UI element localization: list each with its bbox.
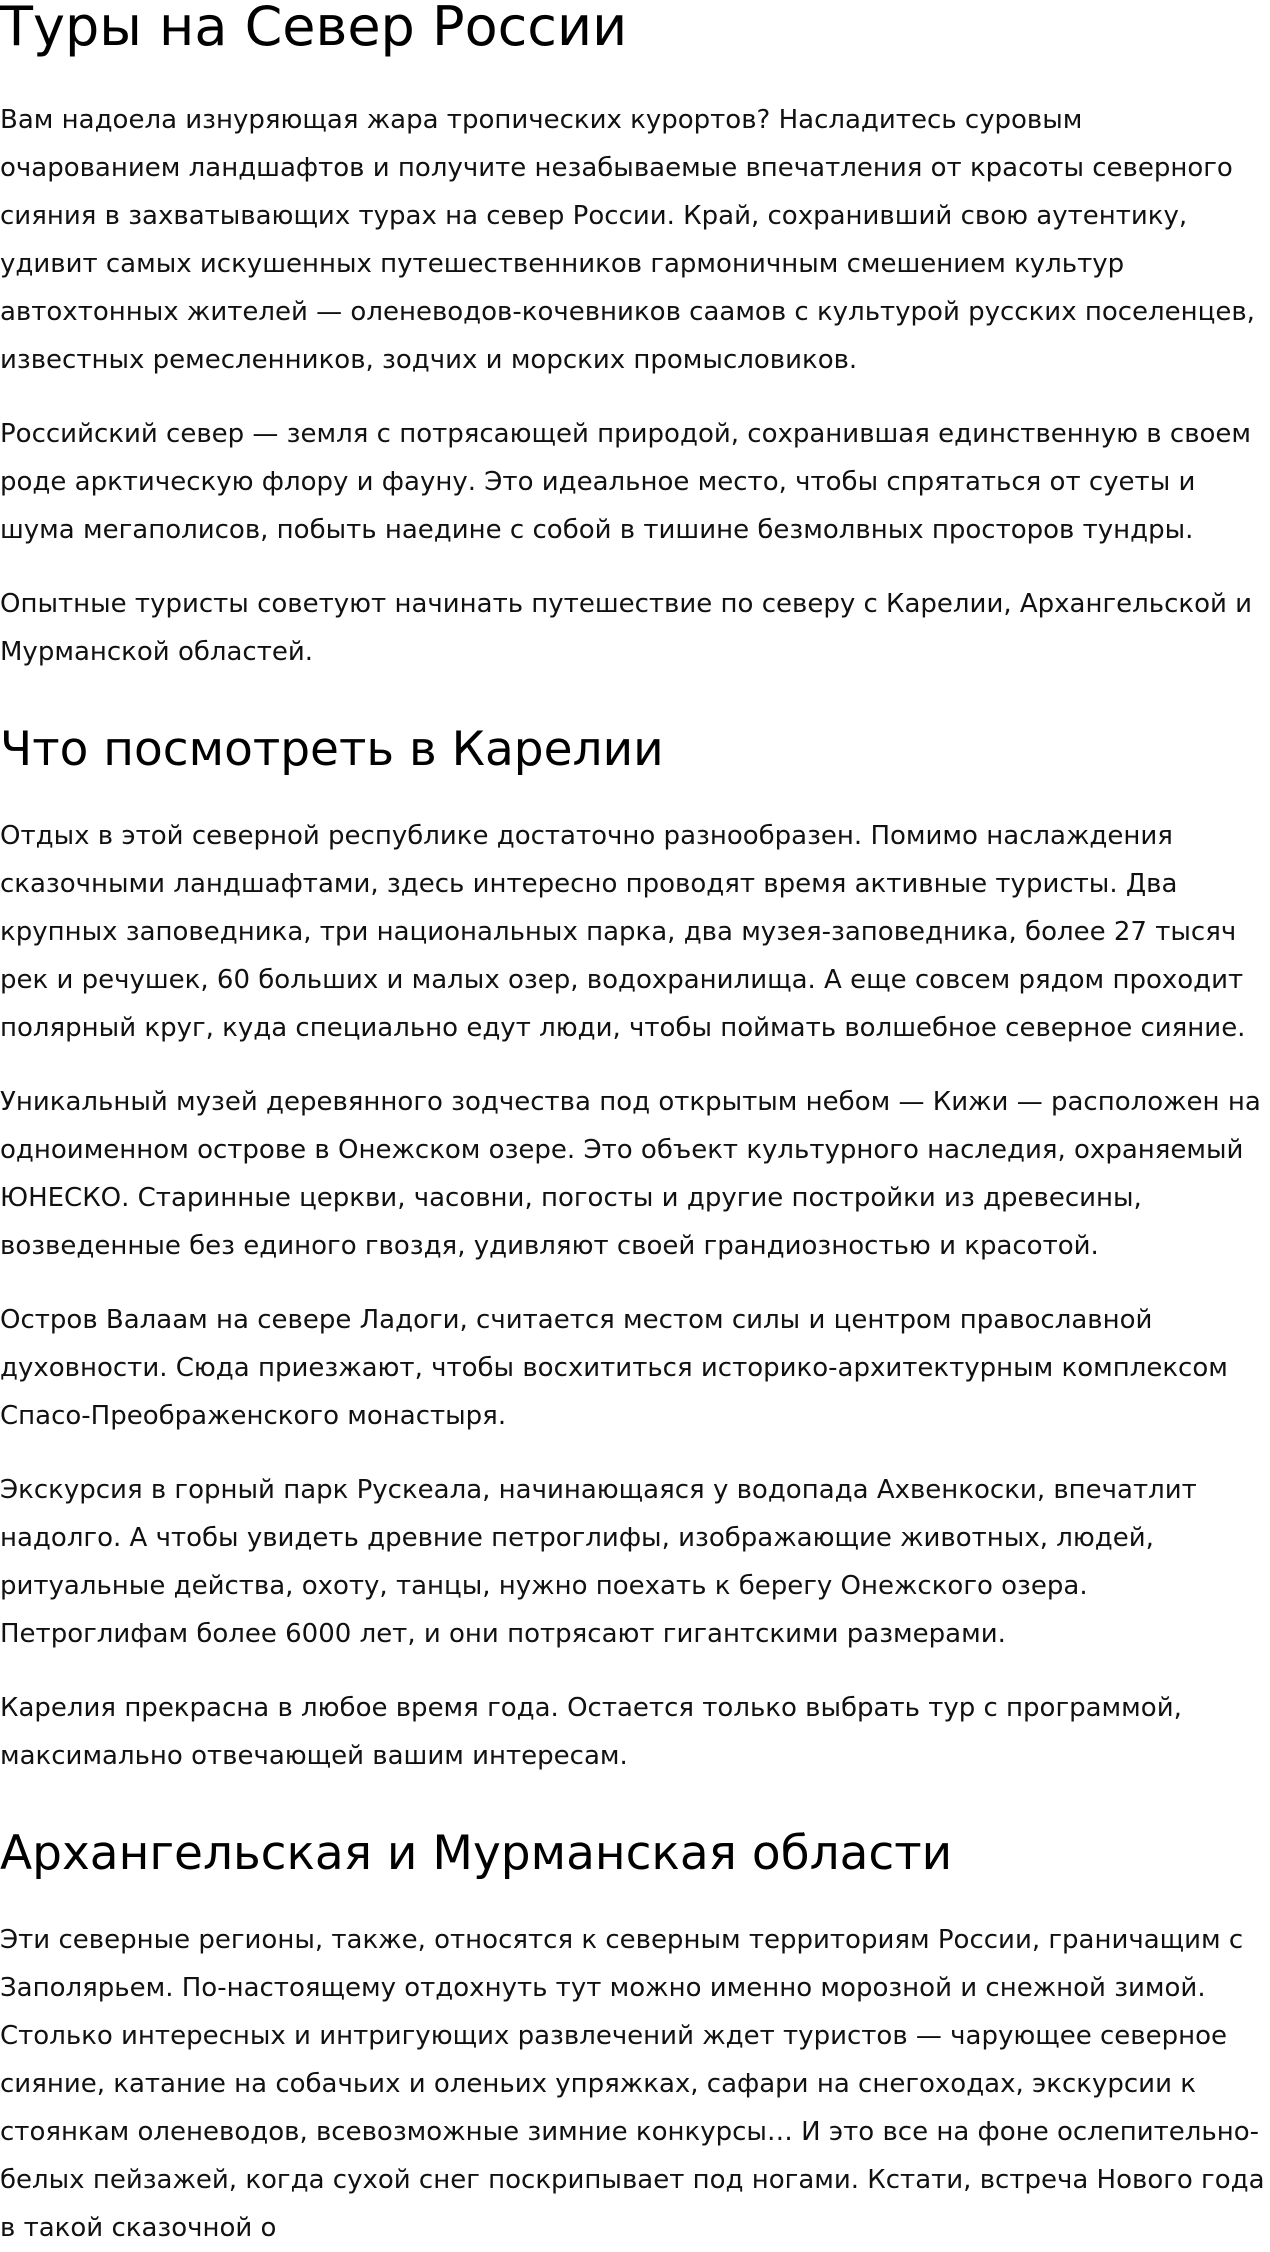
page-title: Туры на Север России [0, 0, 628, 58]
karelia-paragraph-5: Карелия прекрасна в любое время года. Остается только выбрать тур с программой, максимально отвечающей вашим интересам. [0, 1693, 1182, 1771]
section-heading-karelia: Что посмотреть в Карелии [0, 722, 664, 777]
karelia-paragraph-1: Отдых в этой северной республике достаточно разнообразен. Помимо наслаждения сказочными ландшафтами, здесь интересно проводят время активные туристы. Два крупных заповедника, три национальных парка, два музея-заповедника, более 27 тысяч рек и речушек, 60 больших и малых озер, водохранилища. А еще совсем рядом проходит полярный круг, куда специально едут люди, чтобы поймать волшебное северное сияние. [0, 821, 1246, 1043]
arkhangelsk-paragraph-1: Эти северные регионы, также, относятся к северным территориям России, граничащим с Заполярьем. По-настоящему отдохнуть тут можно именно морозной и снежной зимой. Столько интересных и интригующих развлечений ждет туристов — чарующее северное сияние, катание на собачьих и оленьих упряжках, сафари на снегоходах, экскурсии к стоянкам оленеводов, всевозможные зимние конкурсы… И это все на фоне ослепительно-белых пейзажей, когда сухой снег поскрипывает под ногами. Кстати, встреча Нового года в такой сказочной о [0, 1925, 1265, 2243]
karelia-paragraph-4: Экскурсия в горный парк Рускеала, начинающаяся у водопада Ахвенкоски, впечатлит надолго. А чтобы увидеть древние петроглифы, изображающие животных, людей, ритуальные действа, охоту, танцы, нужно поехать к берегу Онежского озера. Петроглифам более 6000 лет, и они потрясают гигантскими размерами. [0, 1475, 1197, 1649]
karelia-paragraph-2: Уникальный музей деревянного зодчества под открытым небом — Кижи — расположен на одноименном острове в Онежском озере. Это объект культурного наследия, охраняемый ЮНЕСКО. Старинные церкви, часовни, погосты и другие постройки из древесины, возведенные без единого гвоздя, удивляют своей грандиозностью и красотой. [0, 1087, 1261, 1261]
karelia-paragraph-3: Остров Валаам на севере Ладоги, считается местом силы и центром православной духовности. Сюда приезжают, чтобы восхититься историко-архитектурным комплексом Спасо-Преображенского монастыря. [0, 1305, 1228, 1431]
section-heading-arkhangelsk-murmansk: Архангельская и Мурманская области [0, 1826, 953, 1881]
intro-paragraph-2: Российский север — земля с потрясающей природой, сохранившая единственную в своем роде арктическую флору и фауну. Это идеальное место, чтобы спрятаться от суеты и шума мегаполисов, побыть наедине с собой в тишине безмолвных просторов тундры. [0, 419, 1252, 545]
intro-paragraph-3: Опытные туристы советуют начинать путешествие по северу с Карелии, Архангельской и Мурманской областей. [0, 589, 1253, 667]
intro-paragraph-1: Вам надоела изнуряющая жара тропических курортов? Насладитесь суровым очарованием ландшафтов и получите незабываемые впечатления от красоты северного сияния в захватывающих турах на север России. Край, сохранивший свою аутентику, удивит самых искушенных путешественников гармоничным смешением культур автохтонных жителей — оленеводов-кочевников саамов с культурой русских поселенцев, известных ремесленников, зодчих и морских промысловиков. [0, 105, 1255, 375]
